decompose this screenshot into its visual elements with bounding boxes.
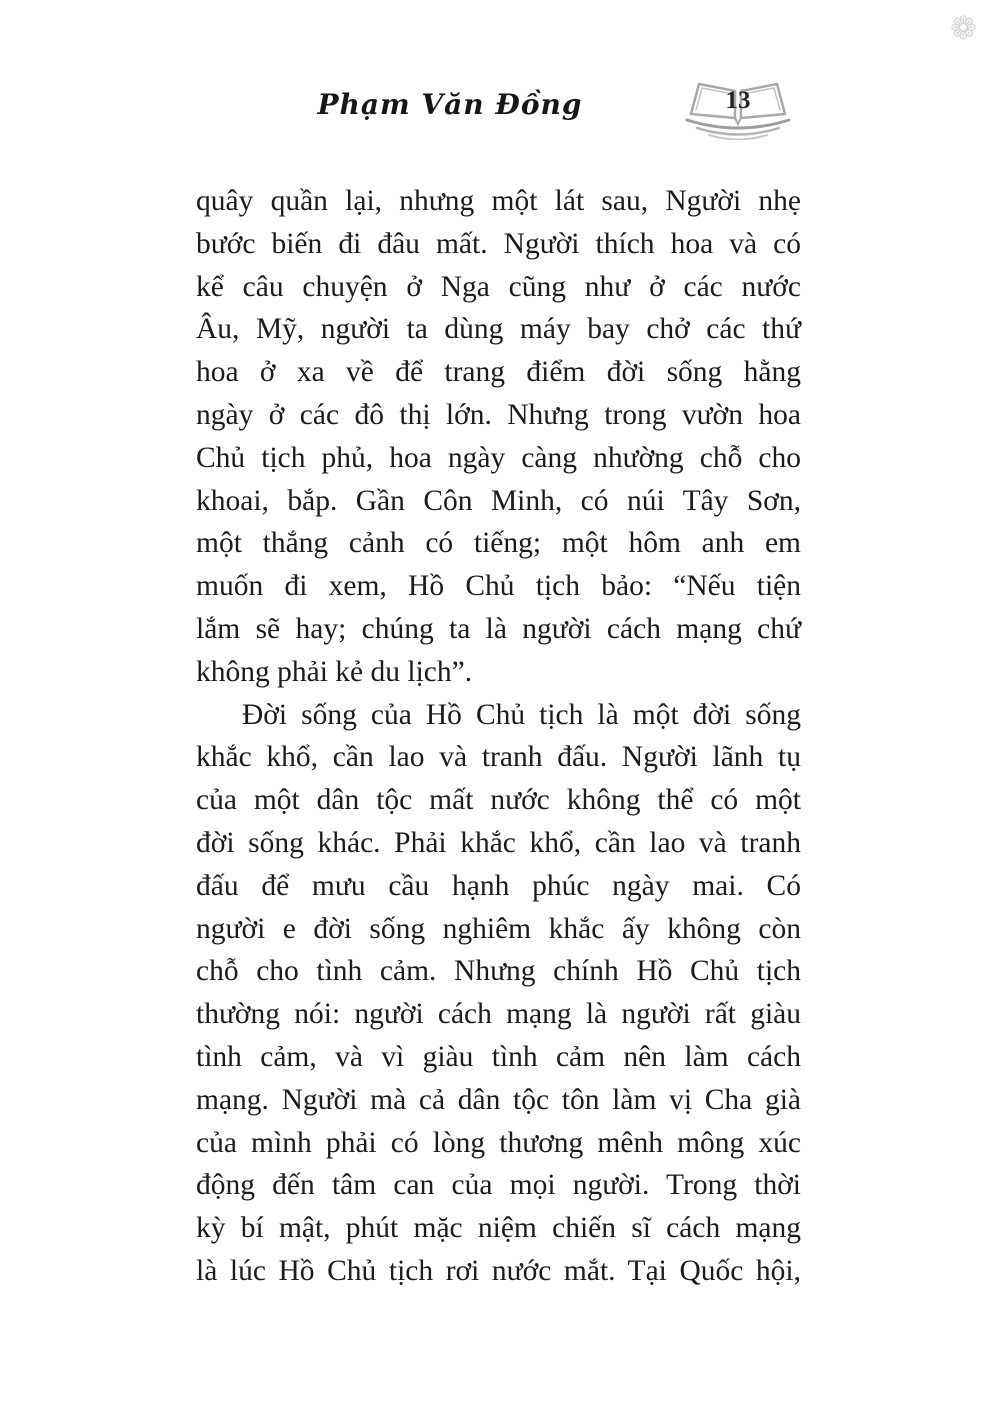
text-line: đấu để mưu cầu hạnh phúc ngày mai. Có	[196, 869, 801, 902]
body-text	[196, 180, 801, 1293]
text-line: bước biến đi đâu mất. Người thích hoa và có	[196, 227, 801, 260]
text-line: muốn đi xem, Hồ Chủ tịch bảo: “Nếu tiện	[196, 570, 801, 603]
page-number: 13	[725, 87, 751, 114]
text-line: Chủ tịch phủ, hoa ngày càng nhường chỗ cho	[196, 441, 801, 474]
text-line: thường nói: người cách mạng là người rất giàu	[196, 998, 801, 1031]
text-line: khoai, bắp. Gần Côn Minh, có núi Tây Sơn,	[196, 484, 801, 517]
text-line: tình cảm, và vì giàu tình cảm nên làm cách	[196, 1040, 801, 1073]
text-line: đời sống khác. Phải khắc khổ, cần lao và tranh	[196, 826, 801, 859]
text-line: là lúc Hồ Chủ tịch rơi nước mắt. Tại Quốc hội,	[196, 1254, 801, 1287]
text-line: của mình phải có lòng thương mênh mông xúc	[196, 1126, 801, 1159]
text-line: lắm sẽ hay; chúng ta là người cách mạng chứ	[196, 612, 801, 645]
flower-ornament-icon: ❁	[950, 9, 977, 47]
text-line: Đời sống của Hồ Chủ tịch là một đời sống	[242, 698, 801, 731]
text-line: kể câu chuyện ở Nga cũng như ở các nước	[196, 270, 801, 303]
text-line: ngày ở các đô thị lớn. Nhưng trong vườn hoa	[196, 398, 801, 431]
text-line: chỗ cho tình cảm. Nhưng chính Hồ Chủ tịch	[196, 955, 801, 988]
text-line: hoa ở xa về để trang điểm đời sống hằng	[196, 356, 801, 389]
text-line: không phải kẻ du lịch”.	[196, 655, 473, 688]
text-line: động đến tâm can của mọi người. Trong thời	[196, 1169, 801, 1202]
text-line: của một dân tộc mất nước không thể có một	[196, 784, 801, 817]
running-head-author: Phạm Văn Đồng	[317, 88, 583, 121]
text-line: kỳ bí mật, phút mặc niệm chiến sĩ cách mạng	[196, 1212, 801, 1245]
text-line: người e đời sống nghiêm khắc ấy không còn	[196, 912, 801, 945]
text-line: khắc khổ, cần lao và tranh đấu. Người lãnh tụ	[196, 741, 801, 774]
text-line: mạng. Người mà cả dân tộc tôn làm vị Cha già	[196, 1083, 801, 1116]
open-book-icon	[683, 78, 793, 140]
text-line: một thắng cảnh có tiếng; một hôm anh em	[196, 527, 801, 560]
text-line: Âu, Mỹ, người ta dùng máy bay chở các thứ	[196, 313, 801, 346]
text-line: quây quần lại, nhưng một lát sau, Người nhẹ	[196, 185, 801, 217]
